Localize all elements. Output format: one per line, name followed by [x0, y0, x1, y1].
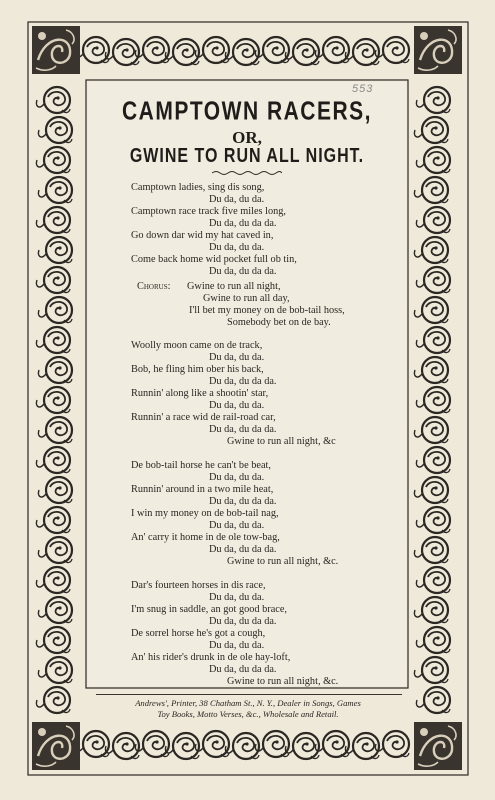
- title-subtitle: GWINE TO RUN ALL NIGHT.: [129, 145, 365, 167]
- verse-line: Camptown ladies, sing dis song,: [131, 182, 265, 193]
- refrain-line: Du da, du da.: [209, 242, 265, 253]
- verse-line: An' his rider's drunk in de ole hay-loft,: [131, 652, 291, 663]
- refrain-line: Du da, du da.: [209, 194, 265, 205]
- chorus-line: Gwine to run all night,: [187, 281, 281, 292]
- chorus-line: I'll bet my money on de bob-tail hoss,: [189, 305, 345, 316]
- verse-line: De bob-tail horse he can't be beat,: [131, 460, 271, 471]
- refrain-line: Du da, du da da.: [209, 664, 277, 675]
- title-flourish: [212, 170, 282, 176]
- chorus-line: Somebody bet on de bay.: [227, 317, 331, 328]
- chorus-line: Gwine to run all day,: [203, 293, 290, 304]
- verse-line: An' carry it home in de ole tow-bag,: [131, 532, 280, 543]
- refrain-line: Du da, du da.: [209, 472, 265, 483]
- verse-line: Runnin' along like a shootin' star,: [131, 388, 269, 399]
- verse-line: I win my money on de bob-tail nag,: [131, 508, 279, 519]
- verse-line: Woolly moon came on de track,: [131, 340, 263, 351]
- refrain-line: Du da, du da.: [209, 400, 265, 411]
- footer-rule: [96, 694, 402, 695]
- chorus-label: Chorus:: [137, 281, 171, 292]
- verse-line: I'm snug in saddle, an got good brace,: [131, 604, 287, 615]
- refrain-line: Du da, du da da.: [209, 266, 277, 277]
- title-main: CAMPTOWN RACERS,: [122, 97, 372, 126]
- verse-line: Camptown race track five miles long,: [131, 206, 286, 217]
- verse-line: Come back home wid pocket full ob tin,: [131, 254, 297, 265]
- refrain-line: Du da, du da.: [209, 352, 265, 363]
- pencil-mark: 553: [352, 83, 374, 95]
- refrain-line: Du da, du da da.: [209, 218, 277, 229]
- chorus-reference: Gwine to run all night, &c.: [227, 676, 339, 687]
- refrain-line: Du da, du da da.: [209, 544, 277, 555]
- printer-imprint-line1: Andrews', Printer, 38 Chatham St., N. Y., Dealer in Songs, Games: [135, 698, 361, 708]
- refrain-line: Du da, du da da.: [209, 376, 277, 387]
- chorus-reference: Gwine to run all night, &c: [227, 436, 336, 447]
- verse-line: De sorrel horse he's got a cough,: [131, 628, 266, 639]
- verse-line: Dar's fourteen horses in dis race,: [131, 580, 266, 591]
- refrain-line: Du da, du da.: [209, 592, 265, 603]
- verse-line: Go down dar wid my hat caved in,: [131, 230, 274, 241]
- refrain-line: Du da, du da.: [209, 640, 265, 651]
- title-or: OR,: [232, 128, 262, 147]
- refrain-line: Du da, du da.: [209, 520, 265, 531]
- printer-imprint-line2: Toy Books, Motto Verses, &c., Wholesale and Retail.: [157, 709, 339, 719]
- refrain-line: Du da, du da da.: [209, 616, 277, 627]
- verse-line: Runnin' a race wid de rail-road car,: [131, 412, 276, 423]
- verse-line: Bob, he fling him ober his back,: [131, 364, 264, 375]
- refrain-line: Du da, du da da.: [209, 496, 277, 507]
- chorus-reference: Gwine to run all night, &c.: [227, 556, 339, 567]
- verse-line: Runnin' around in a two mile heat,: [131, 484, 274, 495]
- refrain-line: Du da, du da da.: [209, 424, 277, 435]
